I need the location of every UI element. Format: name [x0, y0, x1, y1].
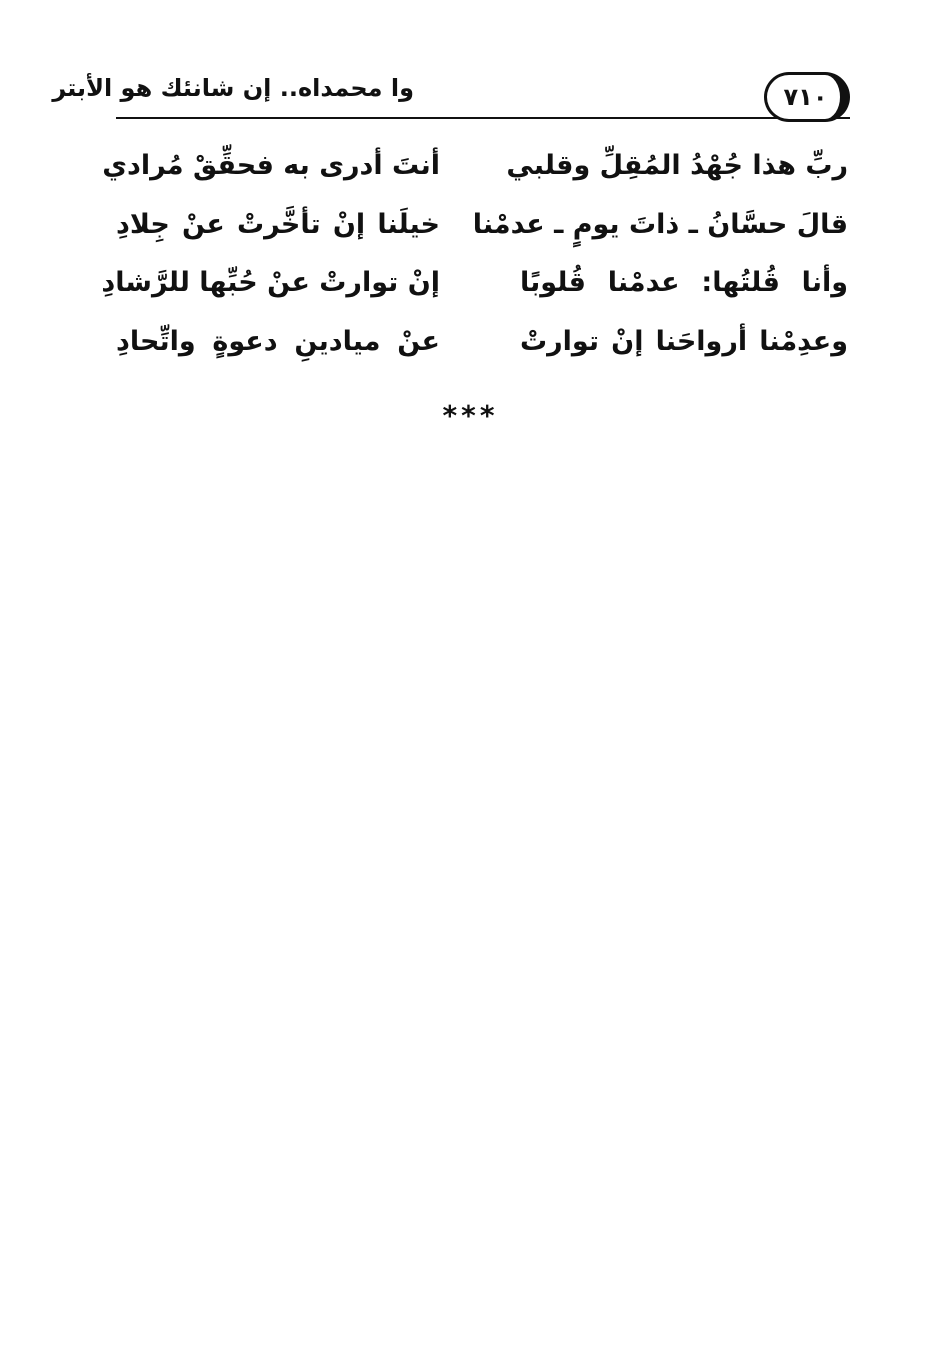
verse-second-hemistich: عنْ ميادينِ دعوةٍ واتِّحادِ — [116, 326, 440, 357]
verse-first-hemistich: ربِّ هذا جُهْدُ المُقِلِّ وقلبي — [506, 150, 848, 181]
verse-first-hemistich: وعدِمْنا أرواحَنا إنْ توارتْ — [520, 326, 848, 357]
verse-line — [0, 138, 941, 194]
header-rule — [116, 117, 850, 119]
page-number-badge — [764, 72, 850, 122]
verse-first-hemistich: وأنا قُلتُها: عدمْنا قُلوبًا — [520, 267, 848, 298]
verse-second-hemistich: إنْ توارتْ عنْ حُبِّها للرَّشادِ — [101, 267, 440, 298]
running-title: وا محمداه.. إن شانئك هو الأبتر — [52, 74, 414, 102]
verse-first-hemistich: قالَ حسَّانُ ـ ذاتَ يومٍ ـ عدمْنا — [472, 209, 848, 240]
verse-line — [0, 197, 941, 253]
verse-line — [0, 255, 941, 311]
page-header — [0, 0, 941, 140]
verse-line — [0, 314, 941, 370]
verse-second-hemistich: خيلَنا إنْ تأخَّرتْ عنْ جِلادِ — [116, 209, 440, 240]
section-divider: *** — [442, 399, 499, 432]
poem — [0, 130, 941, 380]
verse-second-hemistich: أنتَ أدرى به فحقِّقْ مُرادي — [102, 150, 440, 181]
page-number: ٧١٠ — [783, 83, 828, 111]
